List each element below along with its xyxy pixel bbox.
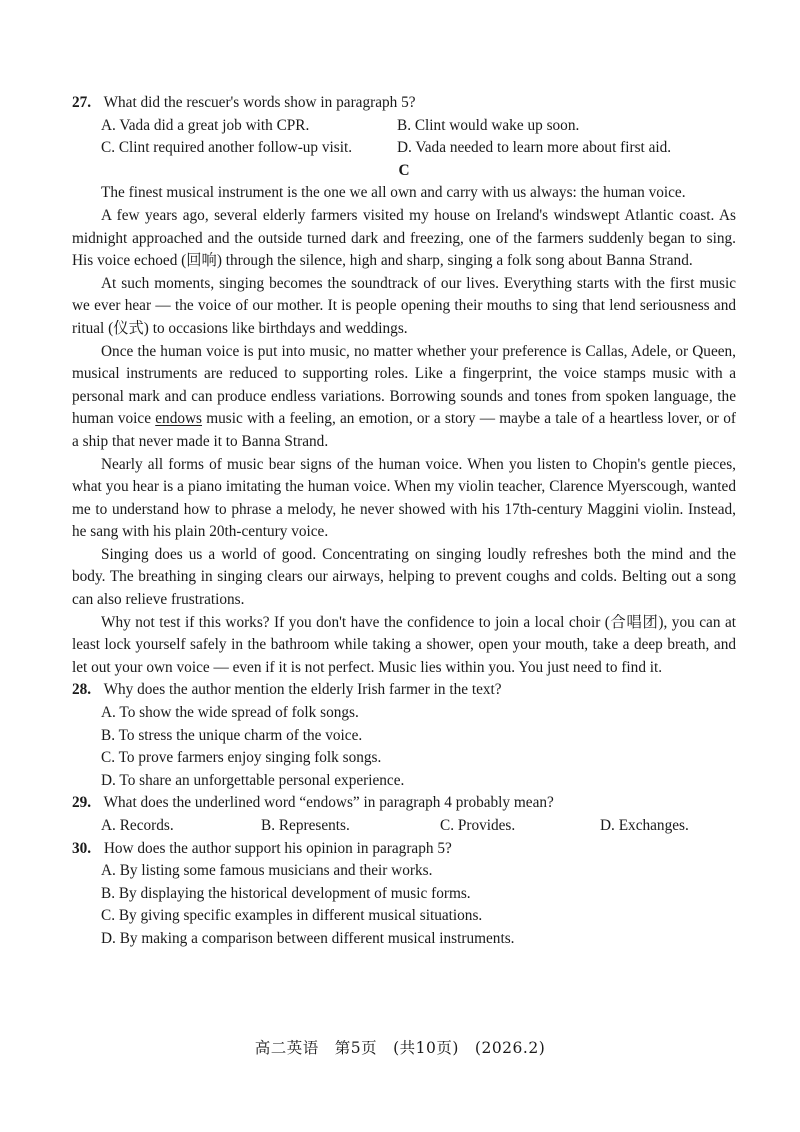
option-d: D. Exchanges. (600, 817, 689, 834)
passage-c (72, 182, 736, 679)
paragraph-3: At such moments, singing becomes the soundtrack of our lives. Everything starts with the first music we ever hear — the voice of our mother. It is people opening their mouths to sing that lend seriousness and ritual (仪式) to occasions like birthdays and weddings. (72, 274, 736, 337)
option-d: D. Vada needed to learn more about first aid. (397, 139, 672, 157)
option-b: B. Represents. (261, 817, 350, 834)
page-content (72, 92, 736, 951)
option-b: B. Clint would wake up soon. (397, 116, 580, 134)
underlined-word: endows (155, 410, 202, 428)
question-27 (72, 92, 736, 115)
page-footer: 高二英语 第5页 (共10页) (2026.2) (254, 1039, 546, 1057)
option-c: C. By giving specific examples in different musical situations. (101, 907, 483, 925)
option-a: A. To show the wide spread of folk songs. (101, 704, 359, 722)
question-text: What does the underlined word “endows” in paragraph 4 probably mean? (103, 794, 554, 812)
paragraph-2: A few years ago, several elderly farmers visited my house on Ireland's windswept Atlantic coast. As midnight approached and the outside turned dark and freezing, one of the farmers suddenly began to sing. His voice echoed (回响) through the silence, high and sharp, singing a folk song about Banna Strand. (72, 206, 736, 270)
q29-options-row (72, 815, 736, 838)
option-c: C. Clint required another follow-up visit. (101, 139, 353, 157)
option-a: A. Records. (101, 817, 174, 834)
option-c: C. To prove farmers enjoy singing folk songs. (101, 749, 382, 767)
question-number: 30. (72, 839, 92, 857)
paragraph-7: Why not test if this works? If you don't have the confidence to join a local choir (合唱团), you can at least lock yourself safely in the bathroom while taking a shower, open your mouth, take a deep breath, and let out your own voice — even if it is not perfect. Music lies within you. You just need to find it. (72, 613, 736, 676)
paragraph-6: Singing does us a world of good. Concentrating on singing loudly refreshes both the mind and the body. The breathing in singing clears our airways, helping to prevent coughs and colds. Belting out a song can also relieve frustrations. (72, 545, 736, 609)
paragraph-4 (72, 341, 736, 454)
option-c: C. Provides. (440, 817, 516, 834)
question-29 (72, 792, 736, 815)
question-number: 29. (72, 794, 92, 812)
option-d: D. By making a comparison between different musical instruments. (101, 929, 515, 947)
q27-options-row-1 (72, 115, 736, 138)
paragraph-5: Nearly all forms of music bear signs of the human voice. When you listen to Chopin's gentle pieces, what you hear is a piano imitating the human voice. When my violin teacher, Clarence Myerscough, wanted me to understand how to phrase a melody, he never showed with his 17th-century Maggini violin. Instead, he sang with his plain 20th-century voice. (72, 455, 736, 541)
question-28 (72, 679, 736, 702)
question-text: What did the rescuer's words show in paragraph 5? (103, 94, 416, 111)
question-number: 28. (72, 681, 92, 699)
question-30 (72, 838, 736, 861)
paragraph-4-after: music with a feeling, an emotion, or a story — maybe a tale of a heartless lover, or of a ship that never made it to Banna Strand. (72, 410, 736, 450)
paragraph-1: The finest musical instrument is the one we all own and carry with us always: the human voice. (101, 184, 686, 202)
option-a: A. Vada did a great job with CPR. (101, 116, 310, 134)
option-d: D. To share an unforgettable personal experience. (101, 771, 405, 789)
paragraph-4-before: Once the human voice is put into music, no matter whether your preference is Callas, Adele, or Queen, musical instruments are reduced to supporting roles. Like a fingerprint, the voice stamps music with a personal mark and can produce endless variations. Borrowing sounds and tones from spoken language, the human voice (72, 342, 736, 428)
section-label: C (398, 161, 410, 179)
option-b: B. To stress the unique charm of the voice. (101, 726, 363, 744)
option-a: A. By listing some famous musicians and their works. (101, 862, 433, 880)
question-number: 27. (72, 94, 92, 111)
question-text: Why does the author mention the elderly Irish farmer in the text? (103, 681, 502, 699)
q27-options-row-2 (72, 137, 736, 160)
question-text: How does the author support his opinion in paragraph 5? (103, 839, 452, 857)
option-b: B. By displaying the historical development of music forms. (101, 884, 471, 902)
